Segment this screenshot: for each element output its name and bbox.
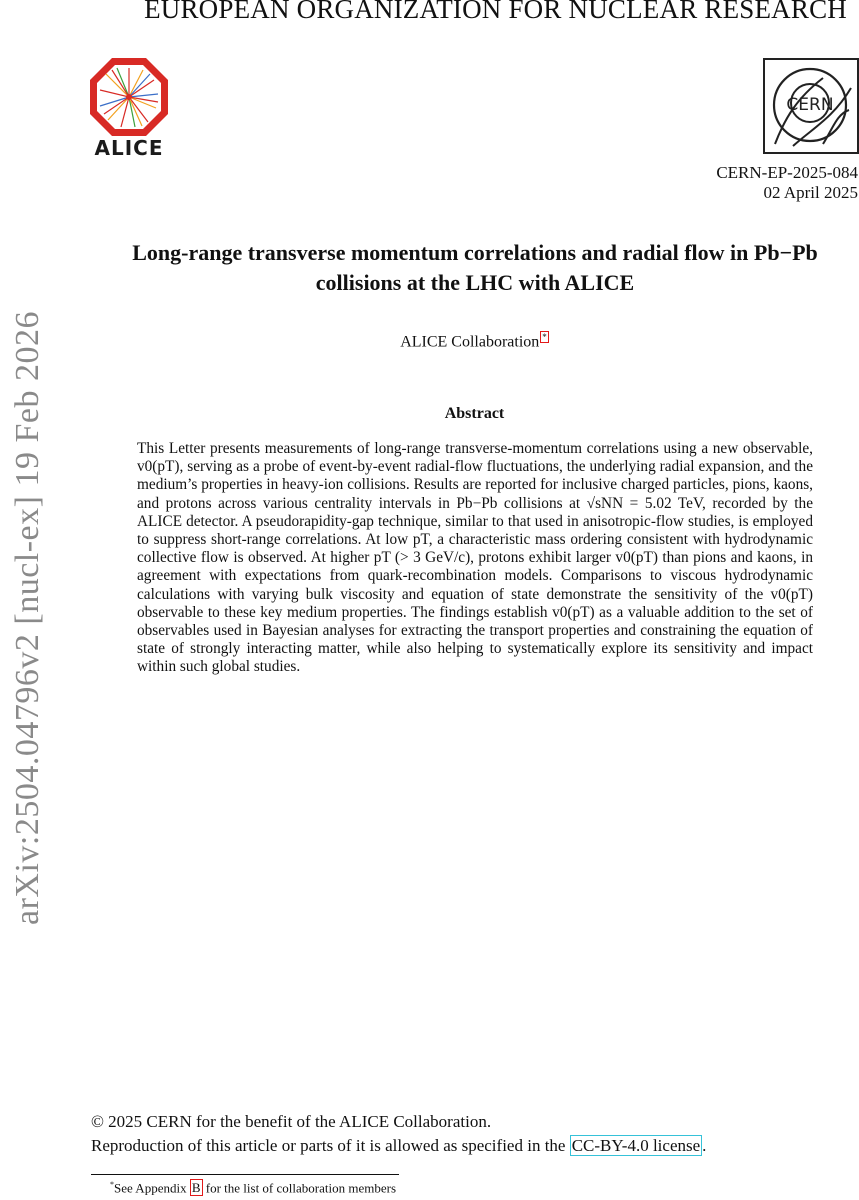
- alice-logo: [88, 56, 170, 160]
- footnote-divider: [91, 1174, 399, 1175]
- footnote-prefix: See Appendix: [114, 1180, 190, 1196]
- abstract-heading: Abstract: [444, 405, 505, 422]
- report-date: 02 April 2025: [763, 183, 858, 202]
- report-number: CERN-EP-2025-084: [716, 163, 858, 182]
- alice-logo-text: ALICE: [94, 136, 164, 160]
- author-footnote-link[interactable]: *: [542, 332, 547, 342]
- paper-title: [60, 238, 859, 298]
- footnote-suffix: for the list of collaboration members: [202, 1180, 397, 1196]
- license-link[interactable]: CC-BY-4.0 license: [571, 1136, 701, 1155]
- license-suffix: .: [702, 1136, 707, 1155]
- license-prefix: Reproduction of this article or parts of it is allowed as specified in the: [91, 1136, 570, 1155]
- abstract-text: This Letter presents measurements of long-range transverse-momentum correlations using a new observable, v0(pT), serving as a probe of event-by-event radial-flow fluctuations, the underlying radial expansion, and the medium’s properties in heavy-ion collisions. Results are reported for inclusive charged particles, pions, kaons, and protons across various centrality intervals in Pb−Pb collisions at √sNN = 5.02 TeV, recorded by the ALICE detector. A pseudorapidity-gap technique, similar to that used in anisotropic-flow studies, is employed to suppress short-range correlations. At low pT, a characteristic mass ordering consistent with hydrodynamic collective flow is observed. At higher pT (> 3 GeV/c), protons exhibit larger v0(pT) than pions and kaons, in agreement with expectations from quark-recombination models. Comparisons to viscous hydrodynamic calculations with varying bulk viscosity and equation of state demonstrate the sensitivity of the v0(pT) observable to these key medium properties. The findings establish v0(pT) as a valuable addition to the set of observables used in Bayesian analyses for extracting the transport properties and constraining the equation of state of strongly interacting matter, while also helping to systematically explore its sensitivity and impact within such global studies.: [137, 440, 813, 676]
- copyright-notice: © 2025 CERN for the benefit of the ALICE Collaboration.: [91, 1112, 492, 1131]
- abstract-body: [137, 440, 813, 677]
- title-line-2: collisions at the LHC with ALICE: [315, 270, 635, 295]
- footnote-appendix-link[interactable]: B: [191, 1180, 201, 1196]
- author-name: ALICE Collaboration: [400, 333, 540, 351]
- arxiv-side-stamp: arXiv:2504.04796v2 [nucl-ex] 19 Feb 2026: [9, 311, 46, 925]
- cern-logo: [763, 58, 859, 154]
- title-line-1: Long-range transverse momentum correlations and radial flow in Pb−Pb: [132, 240, 818, 265]
- author-list: [0, 331, 859, 351]
- cern-logo-text: CERN: [786, 95, 834, 115]
- license-notice: [91, 1136, 706, 1156]
- organization-header: EUROPEAN ORGANIZATION FOR NUCLEAR RESEARCH: [144, 0, 847, 24]
- footnote: [110, 1180, 396, 1196]
- footnote-mark: *: [110, 1180, 114, 1189]
